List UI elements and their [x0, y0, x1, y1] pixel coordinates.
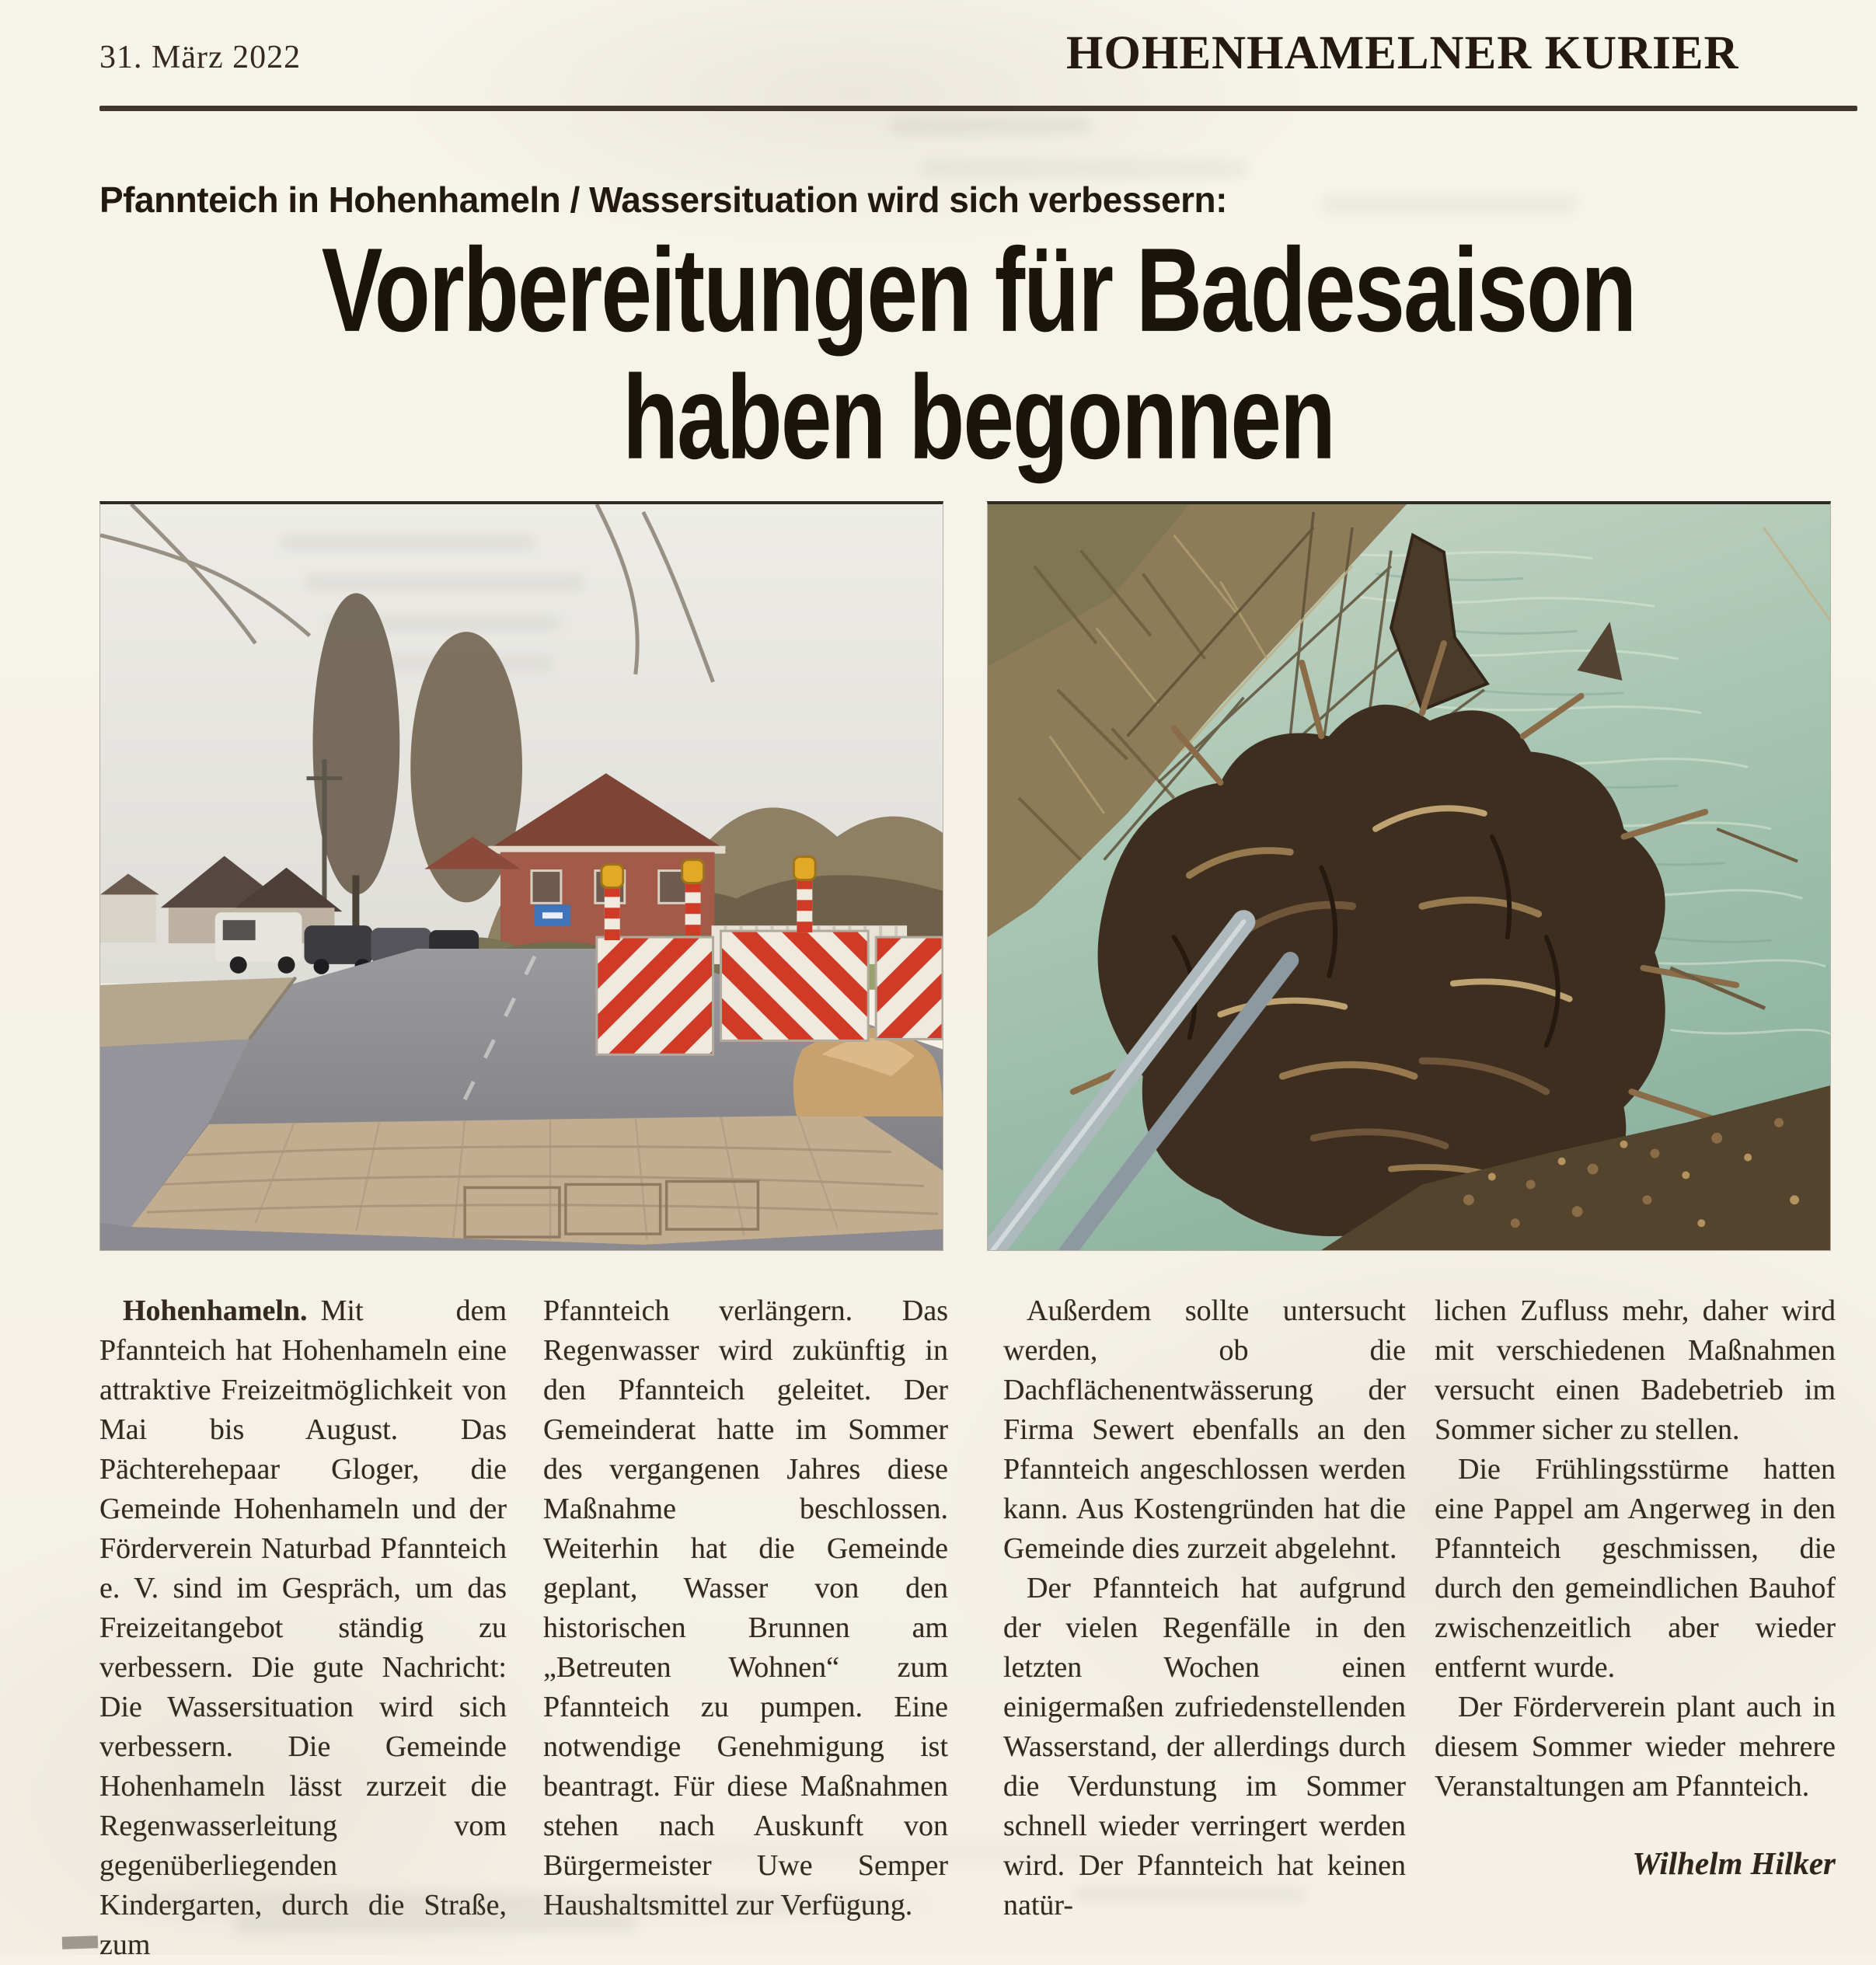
paragraph-text: Die Frühlingsstürme hatten eine Pappel am Angerweg in den Pfannteich geschmissen, die durch den gemeindlichen Bauhof zwischenzeitlich aber wieder entfernt wurde. [1435, 1453, 1836, 1684]
headline-line-1: Vorbereitungen für Badesaison [321, 224, 1636, 357]
paragraph [543, 1291, 948, 1925]
headline-line-2: haben begonnen [622, 350, 1334, 485]
left-photo [99, 501, 943, 1251]
street-photo-graphic [100, 504, 943, 1250]
paragraph-text: Mit dem Pfannteich hat Hohenhameln eine attraktive Freizeitmöglichkeit von Mai bis August. Das Pächterehepaar Gloger, die Gemeinde Hohenhameln und der Förderverein Naturbad Pfannteich e. V. sind im Gespräch, um das Freizeitangebot ständig zu verbessern. Die gute Nachricht: Die Wassersituation wird sich verbessern. Die Gemeinde Hohenhameln lässt zurzeit die Regenwasserleitung vom gegenüberliegenden Kindergarten, durch die Straße, zum [99, 1294, 507, 1961]
scan-corner-mark [62, 1935, 99, 1949]
paragraph-text: Der Pfannteich hat aufgrund der vielen Regenfälle in den letzten Wochen einen einigermaßen zufriedenstellenden Wasserstand, der allerdings durch die Verdunstung im Sommer schnell wieder verringert werden wird. Der Pfannteich hat keinen natür- [1003, 1572, 1406, 1921]
bleedthrough-smudge [890, 118, 1092, 134]
bleedthrough-smudge [921, 160, 1247, 177]
column-2 [543, 1291, 948, 1925]
paragraph [99, 1291, 507, 1965]
paragraph [1435, 1688, 1836, 1806]
article-kicker: Pfannteich in Hohenhameln / Wassersituation wird sich verbessern: [99, 179, 1227, 220]
masthead-title: HOHENHAMELNER KURIER [1066, 27, 1739, 79]
paragraph-text: lichen Zufluss mehr, daher wird mit verschiedenen Maßnahmen versucht einen Badebetrieb im Sommer sicher zu stellen. [1435, 1294, 1836, 1446]
paragraph [1435, 1450, 1836, 1688]
paragraph-text: Pfannteich verlängern. Das Regenwasser wird zukünftig in den Pfannteich geleitet. Der Gemeinderat hatte im Sommer des vergangenen Jahres diese Maßnahme beschlossen. Weiterhin hat die Gemeinde geplant, Wasser von den historischen Brunnen am „Betreuten Wohnen“ zum Pfannteich zu pumpen. Eine notwendige Genehmigung ist beantragt. Für diese Maßnahmen stehen nach Auskunft von Bürgermeister Uwe Semper Haushaltsmittel zur Verfügung. [543, 1294, 948, 1921]
right-photo [987, 501, 1831, 1251]
column-4 [1435, 1291, 1836, 1883]
paragraph [1435, 1291, 1836, 1450]
column-3 [1003, 1291, 1406, 1925]
lead-location: Hohenhameln. [123, 1294, 308, 1327]
pond-photo-graphic [988, 504, 1830, 1250]
bleedthrough-smudge [1321, 194, 1578, 214]
issue-date: 31. März 2022 [99, 40, 302, 75]
paragraph [1003, 1291, 1406, 1569]
paragraph [1003, 1569, 1406, 1925]
header-rule [99, 106, 1857, 111]
author-byline: Wilhelm Hilker [1632, 1845, 1836, 1881]
paragraph-text: Außerdem sollte untersucht werden, ob die Dachflächenentwässerung der Firma Sewert ebenfalls an den Pfannteich angeschlossen werden kann. Aus Kostengründen hat die Gemeinde dies zurzeit abgelehnt. [1003, 1294, 1406, 1565]
article-headline [99, 224, 1857, 491]
column-1 [99, 1291, 507, 1965]
paragraph-text: Der Förderverein plant auch in diesem Sommer wieder mehrere Veranstaltungen am Pfannteich. [1435, 1691, 1836, 1803]
